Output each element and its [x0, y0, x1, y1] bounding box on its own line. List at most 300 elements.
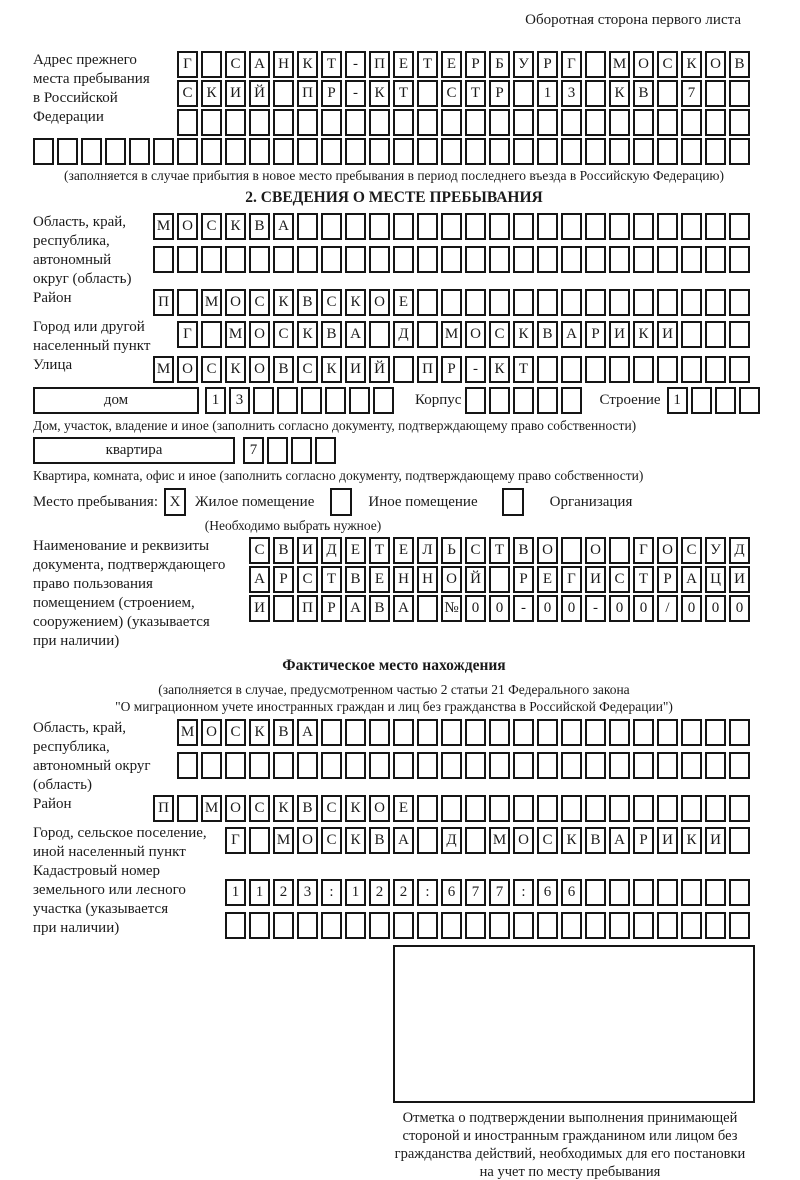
char-box[interactable]: [513, 795, 534, 822]
char-box[interactable]: [633, 213, 654, 240]
char-box[interactable]: [705, 795, 726, 822]
char-box[interactable]: [465, 138, 486, 165]
char-box[interactable]: Е: [393, 289, 414, 316]
char-box[interactable]: [513, 109, 534, 136]
char-box[interactable]: [267, 437, 288, 464]
char-box[interactable]: О: [225, 289, 246, 316]
char-box[interactable]: П: [153, 289, 174, 316]
char-box[interactable]: 7: [681, 80, 702, 107]
char-box[interactable]: [729, 827, 750, 854]
char-box[interactable]: [537, 138, 558, 165]
char-box[interactable]: [249, 109, 270, 136]
char-box[interactable]: [417, 80, 438, 107]
char-box[interactable]: [489, 109, 510, 136]
char-box[interactable]: [657, 752, 678, 779]
char-box[interactable]: [417, 795, 438, 822]
char-box[interactable]: [369, 912, 390, 939]
char-box[interactable]: [201, 138, 222, 165]
char-box[interactable]: [369, 109, 390, 136]
char-box[interactable]: [129, 138, 150, 165]
char-box[interactable]: :: [513, 879, 534, 906]
char-box[interactable]: [715, 387, 736, 414]
char-box[interactable]: [633, 138, 654, 165]
char-box[interactable]: К: [369, 80, 390, 107]
char-box[interactable]: П: [297, 595, 318, 622]
char-box[interactable]: [633, 289, 654, 316]
char-box[interactable]: [177, 138, 198, 165]
char-box[interactable]: [321, 246, 342, 273]
char-box[interactable]: [201, 246, 222, 273]
char-box[interactable]: [417, 321, 438, 348]
char-box[interactable]: Й: [249, 80, 270, 107]
char-box[interactable]: [417, 289, 438, 316]
char-box[interactable]: [369, 246, 390, 273]
char-box[interactable]: [561, 356, 582, 383]
char-box[interactable]: [585, 213, 606, 240]
char-box[interactable]: [561, 138, 582, 165]
char-box[interactable]: [297, 246, 318, 273]
char-box[interactable]: И: [249, 595, 270, 622]
char-box[interactable]: [345, 138, 366, 165]
char-box[interactable]: [729, 752, 750, 779]
char-box[interactable]: [273, 595, 294, 622]
char-box[interactable]: [609, 752, 630, 779]
char-box[interactable]: С: [297, 356, 318, 383]
char-box[interactable]: О: [657, 537, 678, 564]
char-box[interactable]: [585, 138, 606, 165]
char-box[interactable]: [273, 109, 294, 136]
char-box[interactable]: С: [465, 537, 486, 564]
char-box[interactable]: [705, 80, 726, 107]
char-box[interactable]: [633, 795, 654, 822]
char-box[interactable]: Р: [321, 595, 342, 622]
char-box[interactable]: Г: [177, 51, 198, 78]
char-box[interactable]: [225, 109, 246, 136]
char-box[interactable]: В: [273, 356, 294, 383]
char-box[interactable]: Р: [489, 80, 510, 107]
char-box[interactable]: [681, 879, 702, 906]
char-box[interactable]: С: [657, 51, 678, 78]
char-box[interactable]: [537, 719, 558, 746]
char-box[interactable]: [537, 213, 558, 240]
char-box[interactable]: Л: [417, 537, 438, 564]
char-box[interactable]: [705, 321, 726, 348]
char-box[interactable]: Р: [321, 80, 342, 107]
char-box[interactable]: [585, 80, 606, 107]
char-box[interactable]: С: [321, 795, 342, 822]
char-box[interactable]: [585, 356, 606, 383]
char-box[interactable]: Н: [273, 51, 294, 78]
char-box[interactable]: [489, 912, 510, 939]
char-box[interactable]: [465, 795, 486, 822]
char-box[interactable]: С: [297, 566, 318, 593]
char-box[interactable]: [465, 246, 486, 273]
char-box[interactable]: К: [225, 213, 246, 240]
char-box[interactable]: [537, 109, 558, 136]
char-box[interactable]: Ь: [441, 537, 462, 564]
char-box[interactable]: [345, 213, 366, 240]
char-box[interactable]: 3: [297, 879, 318, 906]
char-box[interactable]: [225, 752, 246, 779]
char-box[interactable]: Й: [465, 566, 486, 593]
char-box[interactable]: [633, 752, 654, 779]
char-box[interactable]: [225, 138, 246, 165]
char-box[interactable]: [301, 387, 322, 414]
char-box[interactable]: [57, 138, 78, 165]
char-box[interactable]: К: [297, 51, 318, 78]
char-box[interactable]: [105, 138, 126, 165]
char-box[interactable]: И: [585, 566, 606, 593]
char-box[interactable]: О: [513, 827, 534, 854]
char-box[interactable]: М: [441, 321, 462, 348]
char-box[interactable]: [609, 912, 630, 939]
char-box[interactable]: [345, 109, 366, 136]
char-box[interactable]: К: [513, 321, 534, 348]
char-box[interactable]: О: [633, 51, 654, 78]
char-box[interactable]: [657, 912, 678, 939]
char-box[interactable]: [681, 321, 702, 348]
char-box[interactable]: [561, 109, 582, 136]
char-box[interactable]: С: [249, 537, 270, 564]
char-box[interactable]: К: [681, 827, 702, 854]
char-box[interactable]: [177, 752, 198, 779]
char-box[interactable]: Д: [393, 321, 414, 348]
char-box[interactable]: К: [489, 356, 510, 383]
char-box[interactable]: [513, 80, 534, 107]
char-box[interactable]: О: [537, 537, 558, 564]
char-box[interactable]: [249, 138, 270, 165]
char-box[interactable]: К: [681, 51, 702, 78]
char-box[interactable]: [585, 51, 606, 78]
char-box[interactable]: [609, 289, 630, 316]
char-box[interactable]: :: [417, 879, 438, 906]
char-box[interactable]: П: [417, 356, 438, 383]
char-box[interactable]: Б: [489, 51, 510, 78]
char-box[interactable]: [273, 246, 294, 273]
char-box[interactable]: [291, 437, 312, 464]
char-box[interactable]: 6: [537, 879, 558, 906]
char-box[interactable]: [417, 138, 438, 165]
char-box[interactable]: Е: [441, 51, 462, 78]
char-box[interactable]: К: [321, 356, 342, 383]
char-box[interactable]: [729, 138, 750, 165]
char-box[interactable]: [441, 213, 462, 240]
char-box[interactable]: Т: [369, 537, 390, 564]
char-box[interactable]: С: [249, 795, 270, 822]
checkbox-organizatsiya[interactable]: [502, 488, 524, 516]
char-box[interactable]: 3: [561, 80, 582, 107]
char-box[interactable]: [705, 879, 726, 906]
char-box[interactable]: А: [345, 595, 366, 622]
char-box[interactable]: И: [705, 827, 726, 854]
char-box[interactable]: С: [201, 356, 222, 383]
char-box[interactable]: 0: [465, 595, 486, 622]
char-box[interactable]: С: [225, 51, 246, 78]
char-box[interactable]: [297, 109, 318, 136]
char-box[interactable]: [705, 356, 726, 383]
char-box[interactable]: [465, 912, 486, 939]
checkbox-inoe[interactable]: [330, 488, 352, 516]
char-box[interactable]: [441, 246, 462, 273]
char-box[interactable]: [609, 356, 630, 383]
char-box[interactable]: Г: [633, 537, 654, 564]
char-box[interactable]: [633, 246, 654, 273]
char-box[interactable]: Г: [177, 321, 198, 348]
char-box[interactable]: 1: [667, 387, 688, 414]
char-box[interactable]: [345, 719, 366, 746]
char-box[interactable]: [609, 213, 630, 240]
char-box[interactable]: [609, 246, 630, 273]
char-box[interactable]: [489, 289, 510, 316]
char-box[interactable]: Р: [441, 356, 462, 383]
char-box[interactable]: [681, 246, 702, 273]
char-box[interactable]: [657, 246, 678, 273]
char-box[interactable]: [393, 213, 414, 240]
char-box[interactable]: В: [633, 80, 654, 107]
char-box[interactable]: [393, 719, 414, 746]
char-box[interactable]: К: [345, 795, 366, 822]
char-box[interactable]: Е: [393, 51, 414, 78]
char-box[interactable]: [253, 387, 274, 414]
char-box[interactable]: [657, 109, 678, 136]
char-box[interactable]: К: [225, 356, 246, 383]
char-box[interactable]: М: [201, 289, 222, 316]
char-box[interactable]: [537, 289, 558, 316]
char-box[interactable]: Ц: [705, 566, 726, 593]
char-box[interactable]: [345, 912, 366, 939]
char-box[interactable]: О: [249, 356, 270, 383]
char-box[interactable]: [561, 537, 582, 564]
char-box[interactable]: О: [369, 795, 390, 822]
char-box[interactable]: [585, 795, 606, 822]
char-box[interactable]: В: [369, 595, 390, 622]
char-box[interactable]: [513, 289, 534, 316]
char-box[interactable]: О: [585, 537, 606, 564]
char-box[interactable]: [633, 356, 654, 383]
char-box[interactable]: 0: [633, 595, 654, 622]
char-box[interactable]: [393, 109, 414, 136]
char-box[interactable]: [705, 289, 726, 316]
char-box[interactable]: [681, 109, 702, 136]
char-box[interactable]: У: [705, 537, 726, 564]
char-box[interactable]: К: [345, 827, 366, 854]
char-box[interactable]: [585, 912, 606, 939]
char-box[interactable]: [729, 356, 750, 383]
char-box[interactable]: [297, 138, 318, 165]
char-box[interactable]: С: [273, 321, 294, 348]
char-box[interactable]: [201, 51, 222, 78]
char-box[interactable]: [441, 138, 462, 165]
char-box[interactable]: И: [609, 321, 630, 348]
char-box[interactable]: [201, 109, 222, 136]
char-box[interactable]: В: [513, 537, 534, 564]
char-box[interactable]: [465, 109, 486, 136]
char-box[interactable]: [249, 246, 270, 273]
char-box[interactable]: [633, 879, 654, 906]
char-box[interactable]: [177, 109, 198, 136]
char-box[interactable]: [393, 752, 414, 779]
char-box[interactable]: М: [273, 827, 294, 854]
char-box[interactable]: Р: [657, 566, 678, 593]
char-box[interactable]: [441, 719, 462, 746]
char-box[interactable]: К: [297, 321, 318, 348]
char-box[interactable]: [513, 752, 534, 779]
char-box[interactable]: [465, 719, 486, 746]
char-box[interactable]: [561, 246, 582, 273]
char-box[interactable]: [705, 138, 726, 165]
char-box[interactable]: [297, 752, 318, 779]
char-box[interactable]: [513, 246, 534, 273]
char-box[interactable]: Г: [225, 827, 246, 854]
char-box[interactable]: [681, 795, 702, 822]
char-box[interactable]: [585, 752, 606, 779]
char-box[interactable]: [739, 387, 760, 414]
char-box[interactable]: А: [393, 595, 414, 622]
char-box[interactable]: [441, 795, 462, 822]
char-box[interactable]: Т: [633, 566, 654, 593]
char-box[interactable]: [729, 289, 750, 316]
char-box[interactable]: [729, 213, 750, 240]
char-box[interactable]: К: [609, 80, 630, 107]
char-box[interactable]: [465, 752, 486, 779]
char-box[interactable]: [273, 138, 294, 165]
char-box[interactable]: [729, 795, 750, 822]
char-box[interactable]: С: [537, 827, 558, 854]
char-box[interactable]: Е: [369, 566, 390, 593]
char-box[interactable]: -: [585, 595, 606, 622]
char-box[interactable]: С: [681, 537, 702, 564]
char-box[interactable]: [369, 321, 390, 348]
char-box[interactable]: [691, 387, 712, 414]
char-box[interactable]: В: [273, 719, 294, 746]
char-box[interactable]: 0: [537, 595, 558, 622]
char-box[interactable]: [681, 213, 702, 240]
char-box[interactable]: 7: [489, 879, 510, 906]
char-box[interactable]: Е: [393, 537, 414, 564]
char-box[interactable]: [609, 795, 630, 822]
char-box[interactable]: О: [177, 356, 198, 383]
char-box[interactable]: [393, 356, 414, 383]
char-box[interactable]: [705, 246, 726, 273]
char-box[interactable]: [609, 138, 630, 165]
char-box[interactable]: П: [369, 51, 390, 78]
char-box[interactable]: [681, 752, 702, 779]
char-box[interactable]: [297, 912, 318, 939]
char-box[interactable]: [489, 138, 510, 165]
char-box[interactable]: Т: [321, 566, 342, 593]
char-box[interactable]: О: [297, 827, 318, 854]
char-box[interactable]: 0: [729, 595, 750, 622]
char-box[interactable]: [489, 566, 510, 593]
char-box[interactable]: Т: [513, 356, 534, 383]
char-box[interactable]: [537, 387, 558, 414]
char-box[interactable]: [177, 289, 198, 316]
char-box[interactable]: :: [321, 879, 342, 906]
char-box[interactable]: [273, 80, 294, 107]
char-box[interactable]: [465, 289, 486, 316]
char-box[interactable]: [513, 213, 534, 240]
char-box[interactable]: Т: [489, 537, 510, 564]
char-box[interactable]: К: [345, 289, 366, 316]
char-box[interactable]: 6: [441, 879, 462, 906]
char-box[interactable]: [585, 289, 606, 316]
char-box[interactable]: О: [201, 719, 222, 746]
char-box[interactable]: [315, 437, 336, 464]
char-box[interactable]: 0: [705, 595, 726, 622]
char-box[interactable]: [729, 246, 750, 273]
char-box[interactable]: [417, 246, 438, 273]
char-box[interactable]: М: [177, 719, 198, 746]
char-box[interactable]: -: [345, 80, 366, 107]
char-box[interactable]: [321, 109, 342, 136]
char-box[interactable]: Н: [417, 566, 438, 593]
char-box[interactable]: 1: [537, 80, 558, 107]
char-box[interactable]: С: [321, 289, 342, 316]
char-box[interactable]: [561, 795, 582, 822]
char-box[interactable]: [729, 719, 750, 746]
char-box[interactable]: В: [321, 321, 342, 348]
char-box[interactable]: В: [273, 537, 294, 564]
char-box[interactable]: [705, 719, 726, 746]
char-box[interactable]: [417, 827, 438, 854]
char-box[interactable]: Е: [393, 795, 414, 822]
char-box[interactable]: Д: [729, 537, 750, 564]
char-box[interactable]: [561, 719, 582, 746]
char-box[interactable]: С: [249, 289, 270, 316]
char-box[interactable]: Т: [321, 51, 342, 78]
char-box[interactable]: 2: [273, 879, 294, 906]
char-box[interactable]: В: [297, 795, 318, 822]
char-box[interactable]: [349, 387, 370, 414]
char-box[interactable]: [609, 719, 630, 746]
char-box[interactable]: [657, 213, 678, 240]
char-box[interactable]: В: [537, 321, 558, 348]
char-box[interactable]: [537, 356, 558, 383]
char-box[interactable]: М: [609, 51, 630, 78]
char-box[interactable]: 0: [489, 595, 510, 622]
char-box[interactable]: /: [657, 595, 678, 622]
char-box[interactable]: [465, 827, 486, 854]
char-box[interactable]: [321, 752, 342, 779]
char-box[interactable]: Й: [369, 356, 390, 383]
char-box[interactable]: [321, 719, 342, 746]
char-box[interactable]: [321, 138, 342, 165]
char-box[interactable]: Г: [561, 566, 582, 593]
char-box[interactable]: [489, 752, 510, 779]
char-box[interactable]: А: [393, 827, 414, 854]
char-box[interactable]: М: [225, 321, 246, 348]
char-box[interactable]: [729, 321, 750, 348]
checkbox-zhiloe[interactable]: X: [164, 488, 186, 516]
char-box[interactable]: [681, 719, 702, 746]
char-box[interactable]: А: [609, 827, 630, 854]
char-box[interactable]: В: [585, 827, 606, 854]
char-box[interactable]: К: [273, 289, 294, 316]
char-box[interactable]: 1: [205, 387, 226, 414]
char-box[interactable]: [369, 752, 390, 779]
char-box[interactable]: -: [465, 356, 486, 383]
char-box[interactable]: [325, 387, 346, 414]
char-box[interactable]: Р: [633, 827, 654, 854]
char-box[interactable]: [273, 752, 294, 779]
char-box[interactable]: 1: [249, 879, 270, 906]
char-box[interactable]: [657, 289, 678, 316]
char-box[interactable]: О: [177, 213, 198, 240]
char-box[interactable]: [729, 912, 750, 939]
char-box[interactable]: С: [489, 321, 510, 348]
char-box[interactable]: [561, 213, 582, 240]
char-box[interactable]: [489, 246, 510, 273]
